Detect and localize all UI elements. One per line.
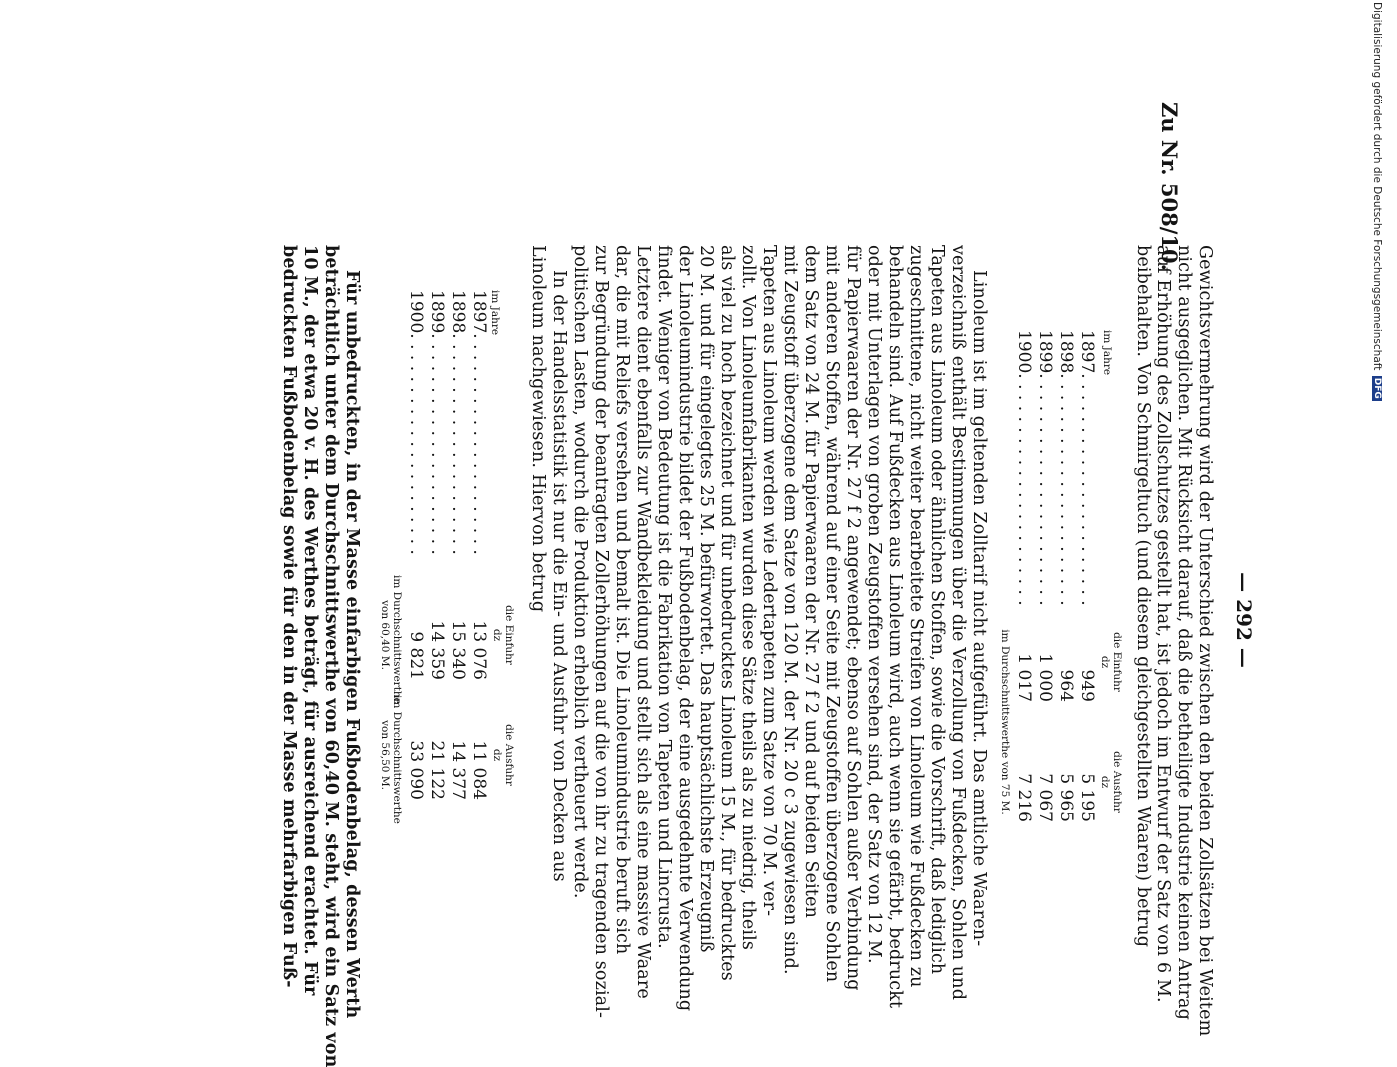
row-einfuhr: 1 017 (1014, 653, 1034, 702)
row-ausfuhr: 21 122 (427, 740, 447, 800)
text-line: Linoleum nachgewiesen. Hiervon betrug (528, 245, 548, 613)
text-line: zollt. Von Linoleumfabrikanten wurden diese Sätze theils als zu niedrig, theils (738, 245, 758, 951)
table-header-year: im Jahre (489, 290, 501, 336)
text-line: findet. Weniger von Bedeutung ist die Fabrikation von Tapeten und Lincrusta. (654, 245, 674, 949)
row-ausfuhr: 7 067 (1035, 773, 1055, 822)
row-ausfuhr: 14 377 (448, 740, 468, 800)
schmirgeltuch-table: im Jahre die Einfuhr dz die Ausfuhr dz 1897. . . . . . . . . . . . . . . . . . . . . . 949 5 195 1898. . . . . . . . . . . . . . . . . . . . . . 964 5 965 1899. . . . . . . . . . . . . . . . . . . . . . 1 000 7 067 1900. . . . . . . . . . . . . . . . . . . . . . 1 017 7 216 im Durchschnittswerthe von 75 M. (999, 330, 1123, 822)
row-einfuhr: 13 076 (469, 620, 489, 680)
row-ausfuhr: 33 090 (406, 740, 426, 800)
page-number: — 292 — (1232, 572, 1256, 668)
dfg-logo: DFG (1372, 377, 1382, 399)
text-line: politischen Lasten, wodurch die Produktion erheblich vertheuert werde. (570, 245, 590, 899)
text-line: zugeschnittene, nicht weiter bearbeitete Streifen von Linoleum wie Fußdecken zu (906, 245, 926, 988)
row-year: 1900 (406, 290, 426, 334)
row-ausfuhr: 5 195 (1077, 773, 1097, 822)
table-footnote: im Durchschnittswerthe von 75 M. (999, 629, 1011, 815)
text-line: Für unbedruckten, in der Masse einfarbigen Fußbodenbelag, dessen Werth (342, 270, 362, 1019)
table-footnote-ausfuhr-value: von 56,50 M. (379, 720, 391, 790)
row-year: 1898 (448, 290, 468, 334)
text-line: nicht ausgeglichen. Mit Rücksicht darauf, daß die betheiligte Industrie keinen Antrag (1174, 245, 1194, 1020)
row-year: 1897 (1077, 330, 1097, 374)
digitization-footer (1367, 2, 1383, 1002)
text-line: Gewichtsvermehrung wird der Unterschied zwischen den beiden Zollsätzen bei Weitem (1195, 245, 1215, 1037)
text-line: mit Zeugstoff überzogene dem Satze von 120 M. der Nr. 20 c 3 zugewiesen sind. (780, 245, 800, 975)
text-line: der Linoleumindustrie bildet der Fußbodenbelag, der eine ausgedehnte Verwendung (675, 245, 695, 1012)
linoleum-decken-table: im Jahre die Einfuhr dz die Ausfuhr dz 1897. . . . . . . . . . . . . . . . . . . . . 13 076 11 084 1898. . . . . . . . . . . . . . . . . . . . . 15 340 14 377 1899. . . . . . . . . . . . . . . . . . . . . 14 359 21 122 1900. . . . . . . . . . . . . . . . . . . . . 9 821 33 090 im Durchschnittswerthe von 60,40 M. im Durchschnittswerthe von 56,50 M. (379, 290, 515, 824)
text-line: dar, die mit Reliefs versehen und bemalt ist. Die Linoleumindustrie beruft sich (612, 245, 632, 955)
row-einfuhr: 964 (1056, 669, 1076, 702)
row-ausfuhr: 7 216 (1014, 773, 1034, 822)
text-line: verzeichniß enthält Bestimmungen über die Verzollung von Fußdecken, Sohlen und (948, 245, 968, 1001)
table-unit-einfuhr: dz (1099, 655, 1111, 669)
section-marker: Zu Nr. 508/10. (1157, 102, 1182, 271)
text-line: zur Begründung der beantragten Zollerhöhungen auf die von ihr zu tragenden sozial- (591, 245, 611, 1019)
text-line: behandeln sind. Auf Fußdecken aus Linoleum wird, auch wenn sie gefärbt, bedruckt (885, 245, 905, 1009)
text-line: Tapeten aus Linoleum werden wie Ledertapeten zum Satze von 70 M. ver- (759, 245, 779, 917)
table-footnote-ausfuhr: im Durchschnittswerthe (391, 695, 403, 824)
text-line: beibehalten. Von Schmirgeltuch (und diesem gleichgestellten Waaren) betrug (1133, 245, 1153, 948)
text-line: als viel zu hoch bezeichnet und für unbedrucktes Linoleum 15 M., für bedrucktes (717, 245, 737, 981)
row-einfuhr: 949 (1077, 669, 1097, 702)
row-ausfuhr: 11 084 (469, 740, 489, 800)
row-einfuhr: 9 821 (406, 631, 426, 680)
row-year: 1899 (427, 290, 447, 334)
table-unit-ausfuhr: dz (1099, 775, 1111, 789)
text-line: auf Erhöhung des Zollschutzes gestellt hat, ist jedoch im Entwurf der Satz von 6 M. (1153, 245, 1173, 1003)
table-unit-ausfuhr: dz (491, 748, 503, 762)
row-einfuhr: 15 340 (448, 620, 468, 680)
row-ausfuhr: 5 965 (1056, 773, 1076, 822)
row-year: 1900 (1014, 330, 1034, 374)
text-line: Linoleum ist im geltenden Zolltarif nicht aufgeführt. Das amtliche Waaren- (969, 270, 989, 947)
text-line: oder mit Unterlagen von groben Zeugstoffen versehen sind, der Satz von 12 M. (864, 245, 884, 964)
table-header-einfuhr: die Einfuhr (503, 605, 515, 665)
row-year: 1898 (1056, 330, 1076, 374)
table-unit-einfuhr: dz (491, 628, 503, 642)
footer-text: Digitalisierung gefördert durch die Deutsche Forschungsgemeinschaft (1371, 2, 1383, 371)
row-year: 1897 (469, 290, 489, 334)
text-line: dem Satz von 24 M. für Papierwaaren der Nr. 27 f 2 und auf beiden Seiten (801, 245, 821, 919)
row-einfuhr: 1 000 (1035, 653, 1055, 702)
table-header-einfuhr: die Einfuhr (1111, 632, 1123, 692)
text-line: bedruckten Fußbodenbelag sowie für den in der Masse mehrfarbigen Fuß- (279, 245, 299, 988)
text-line: beträchtlich unter dem Durchschnittswerthe von 60,40 M. steht, wird ein Satz von (321, 245, 341, 1067)
text-line: mit anderen Stoffen, während auf einer Seite mit Zeugstoffen überzogene Sohlen (822, 245, 842, 983)
text-line: für Papierwaaren der Nr. 27 f 2 angewendet; ebenso auf Sohlen außer Verbindung (843, 245, 863, 991)
text-line: Tapeten aus Linoleum oder ähnlichen Stoffen, sowie die Vorschrift, daß lediglich (927, 245, 947, 975)
text-line: 20 M. und für eingelegtes 25 M. befürwortet. Das hauptsächlichste Erzeugniß (696, 245, 716, 953)
row-year: 1899 (1035, 330, 1055, 374)
text-line: 10 M., der etwa 20 v. H. des Werthes beträgt, für ausreichend erachtet. Für (300, 245, 320, 996)
table-header-ausfuhr: die Ausfuhr (503, 724, 515, 786)
table-header-year: im Jahre (1101, 330, 1113, 376)
table-footnote-einfuhr: im Durchschnittswerthe (391, 575, 403, 704)
text-line: In der Handelsstatistik ist nur die Ein- und Ausfuhr von Decken aus (549, 270, 569, 882)
table-footnote-einfuhr-value: von 60,40 M. (379, 600, 391, 670)
text-line: Letztere dient ebenfalls zur Wandbekleidung und stellt sich als eine massive Waare (633, 245, 653, 999)
table-header-ausfuhr: die Ausfuhr (1111, 751, 1123, 813)
row-einfuhr: 14 359 (427, 620, 447, 680)
